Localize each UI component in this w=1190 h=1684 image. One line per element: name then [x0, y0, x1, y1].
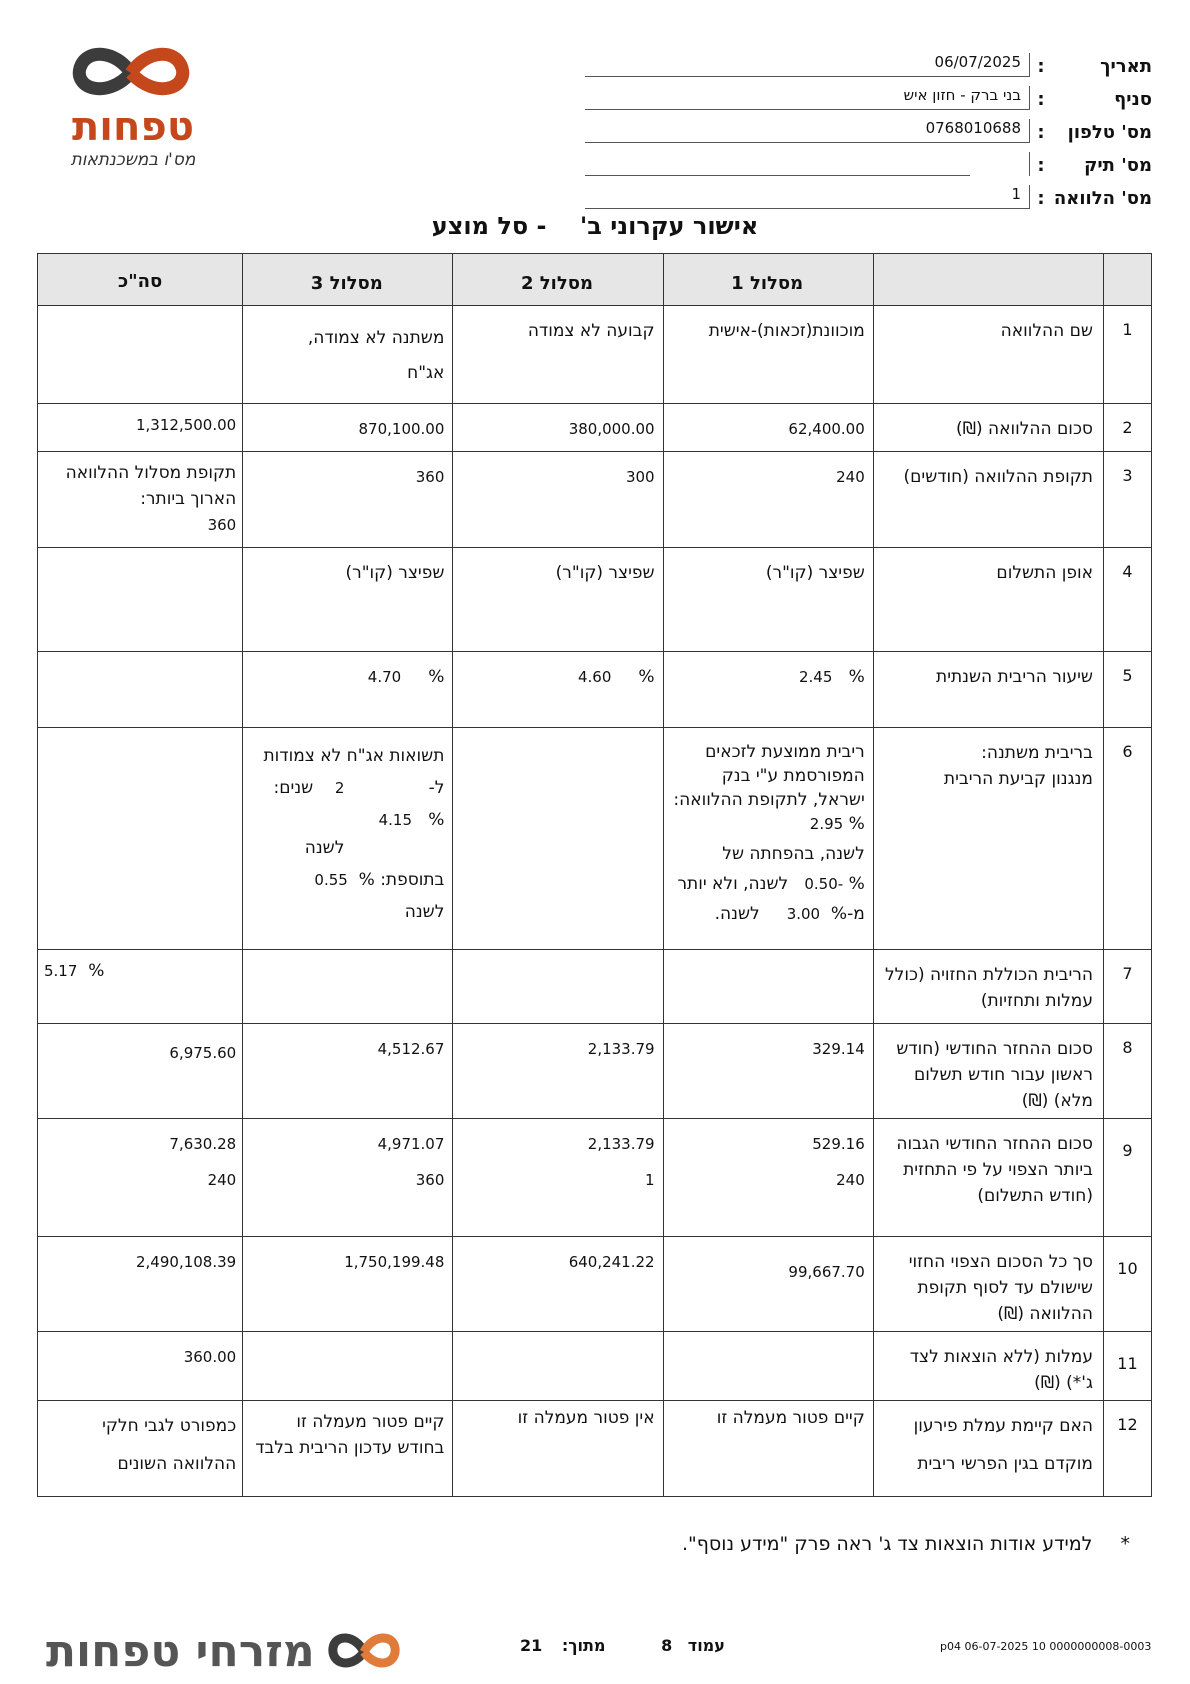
meta-phone-row	[552, 110, 1152, 143]
addition-value: 0.55	[314, 871, 348, 889]
row-label: עמלות (ללא הוצאות לצד ג'*) (₪)	[873, 1332, 1103, 1401]
track-1-period: 240	[836, 468, 865, 486]
track-3-total-repayment: 1,750,199.48	[344, 1253, 445, 1271]
track-3-mechanism	[243, 728, 453, 950]
row-label: סכום ההחזר החודשי (חודש ראשון עבור חודש תשלום מלא) (₪)	[873, 1024, 1103, 1119]
track-1-rate	[663, 652, 873, 728]
table-row	[38, 950, 1152, 1024]
track-3-cell	[243, 306, 453, 404]
table-row	[38, 1119, 1152, 1237]
header-track-2: מסלול 2	[453, 254, 663, 306]
mechanism-text: ריבית ממוצעת לזכאים המפורסמת ע"י בנק ישראל, לתקופת ההלוואה:	[673, 742, 865, 810]
row-label: סך כל הסכום הצפוי החזוי שישולם עד לסוף תקופת ההלוואה (₪)	[873, 1237, 1103, 1332]
table-row	[38, 1332, 1152, 1401]
rate-mechanism-label: מנגנון קביעת הריבית	[943, 769, 1093, 789]
page-indicator	[480, 1636, 725, 1655]
colon: :	[1037, 56, 1045, 77]
mechanism-text: בתוספת:	[380, 870, 445, 890]
track-1-payment-type: שפיצר (קו"ר)	[663, 548, 873, 652]
track-3-name-index: אג"ח	[407, 363, 445, 383]
file-field[interactable]	[970, 152, 1030, 176]
total-amount: 1,312,500.00	[136, 416, 237, 434]
track-2-max-monthly: 2,133.79	[587, 1135, 655, 1153]
footer-brand-text: מזרחי טפחות	[46, 1626, 315, 1677]
branch-field[interactable]: בני ברק - חזון איש	[585, 86, 1030, 110]
track-3-rate	[243, 652, 453, 728]
tefahot-logo	[48, 42, 218, 182]
track-2-cell	[453, 1332, 663, 1401]
percent-sign: %	[830, 904, 848, 924]
track-3-name: משתנה לא צמודה,	[307, 328, 445, 348]
percent-sign: %	[428, 667, 445, 687]
row-number: 1	[1103, 306, 1151, 404]
footnote-star: *	[1120, 1533, 1130, 1555]
track-3-cell	[243, 950, 453, 1024]
colon: :	[1037, 89, 1045, 110]
longest-period-value: 360	[207, 516, 237, 534]
bond-rate-value: 4.15	[378, 811, 413, 829]
track-2-payment-type: שפיצר (קו"ר)	[453, 548, 663, 652]
date-field[interactable]: 06/07/2025	[585, 53, 1030, 77]
track-3-period: 360	[415, 468, 445, 486]
row-label: הריבית הכוללת החזויה (כולל עמלות ותחזיות)	[873, 950, 1103, 1024]
track-2-cell	[453, 950, 663, 1024]
header-num	[1103, 254, 1151, 306]
row-number: 12	[1103, 1401, 1151, 1497]
footnote	[682, 1533, 1130, 1555]
colon: :	[1037, 188, 1045, 209]
row-number: 10	[1103, 1237, 1151, 1332]
rate-value: 4.70	[367, 668, 402, 686]
infinity-logo-icon	[325, 1628, 403, 1676]
track-1-max-monthly: 529.16	[812, 1135, 865, 1153]
track-1-cell: מוכוונת(זכאות)-אישית	[663, 306, 873, 404]
row-number: 8	[1103, 1024, 1151, 1119]
track-2-total-repayment: 640,241.22	[568, 1253, 655, 1271]
mechanism-text: לשנה	[404, 902, 445, 922]
total-rate-cell	[38, 950, 243, 1024]
file-field-wrap	[585, 152, 1030, 176]
row-number: 11	[1103, 1332, 1151, 1401]
mechanism-text: לשנה	[304, 838, 345, 858]
table-row	[38, 728, 1152, 950]
table-row	[38, 1401, 1152, 1497]
branch-label: סניף	[1114, 89, 1152, 110]
loan-field[interactable]: 1	[585, 185, 1030, 209]
loan-tracks-table	[37, 253, 1152, 1497]
row-number: 7	[1103, 950, 1151, 1024]
track-2-max-month: 1	[645, 1171, 655, 1189]
row-label: שיעור הריבית השנתית	[873, 652, 1103, 728]
track-3-cell	[243, 1332, 453, 1401]
row-number: 3	[1103, 452, 1151, 548]
track-3-max-month: 360	[415, 1171, 445, 1189]
row-label: סכום ההלוואה (₪)	[873, 404, 1103, 452]
mechanism-text: תשואות אג"ח לא צמודות ל-	[263, 746, 445, 798]
meta-branch-row	[552, 77, 1152, 110]
track-2-monthly: 2,133.79	[587, 1040, 655, 1058]
track-1-max-month: 240	[836, 1171, 865, 1189]
bond-years-value: 2	[334, 779, 345, 797]
track-1-cell	[663, 1332, 873, 1401]
table-row	[38, 652, 1152, 728]
document-meta	[552, 44, 1152, 209]
colon: :	[1037, 155, 1045, 176]
row-number: 6	[1103, 728, 1151, 950]
track-1-mechanism	[663, 728, 873, 950]
avg-rate-value: 2.95	[809, 815, 844, 833]
logo-brand-text: טפחות	[71, 104, 194, 150]
meta-file-row	[552, 143, 1152, 176]
file-field-line	[585, 152, 970, 176]
page-total: 21	[520, 1636, 543, 1655]
percent-sign: %	[428, 810, 445, 830]
colon: :	[1037, 122, 1045, 143]
row-label	[873, 728, 1103, 950]
row-label: האם קיימת עמלת פירעון מוקדם בגין הפרשי ריבית	[873, 1401, 1103, 1497]
page-of-label: מתוך:	[561, 1636, 606, 1655]
percent-sign: %	[638, 667, 655, 687]
loan-label: מס' הלוואה	[1053, 188, 1152, 209]
track-2-amount: 380,000.00	[568, 420, 655, 438]
row-number: 9	[1103, 1119, 1151, 1237]
track-3-payment-type: שפיצר (קו"ר)	[243, 548, 453, 652]
total-cell	[38, 548, 243, 652]
meta-loan-row	[552, 176, 1152, 209]
track-3-max-monthly: 4,971.07	[377, 1135, 445, 1153]
max-rate-value: 3.00	[786, 905, 821, 923]
row-number: 2	[1103, 404, 1151, 452]
page-footer	[0, 1620, 1190, 1680]
row-label: תקופת ההלוואה (חודשים)	[873, 452, 1103, 548]
mizrahi-tefahot-logo	[46, 1626, 403, 1677]
infinity-logo-icon	[66, 42, 196, 104]
track-1-exemption: קיים פטור מעמלה זו	[663, 1401, 873, 1497]
row-label: סכום ההחזר החודשי הגבוה ביותר הצפוי על פי התחזית (חודש התשלום)	[873, 1119, 1103, 1237]
date-label: תאריך	[1100, 56, 1152, 77]
track-2-exemption: אין פטור מעמלה זו	[453, 1401, 663, 1497]
track-2-rate	[453, 652, 663, 728]
mechanism-text: לשנה, ולא יותר	[677, 874, 789, 894]
header-total: סה"כ	[38, 254, 243, 306]
total-rate-value: 5.17	[44, 962, 78, 980]
mechanism-text: לשנה, בהפחתה של	[722, 844, 865, 864]
document-code: p04 06-07-2025 10 0000000008-0003	[940, 1640, 1152, 1653]
page-label: עמוד	[687, 1636, 725, 1655]
row-number: 5	[1103, 652, 1151, 728]
total-exemption: כמפורט לגבי חלקי ההלוואה השונים	[38, 1401, 243, 1497]
total-cell	[38, 306, 243, 404]
table-header-row	[38, 254, 1152, 306]
total-fees: 360.00	[183, 1348, 237, 1366]
longest-period-label: תקופת מסלול ההלוואה הארוך ביותר:	[65, 463, 237, 509]
table-row	[38, 1024, 1152, 1119]
table-row	[38, 404, 1152, 452]
track-3-exemption: קיים פטור מעמלה זו בחודש עדכון הריבית בלבד	[243, 1401, 453, 1497]
track-1-cell	[663, 950, 873, 1024]
mechanism-text: שנים:	[273, 778, 314, 798]
discount-value: -0.50	[804, 875, 844, 893]
meta-date-row	[552, 44, 1152, 77]
row-number: 4	[1103, 548, 1151, 652]
total-period-cell	[38, 452, 243, 548]
table-row	[38, 1237, 1152, 1332]
track-3-amount: 870,100.00	[358, 420, 445, 438]
variable-rate-label: בריבית משתנה:	[981, 743, 1093, 763]
table-row	[38, 452, 1152, 548]
percent-sign: %	[88, 961, 105, 981]
total-cell	[38, 728, 243, 950]
footnote-text: למידע אודות הוצאות צד ג' ראה פרק "מידע נוסף".	[682, 1533, 1093, 1555]
page-title: אישור עקרוני ב' - סל מוצע	[431, 212, 759, 240]
header-track-3: מסלול 3	[243, 254, 453, 306]
track-2-cell: קבועה לא צמודה	[453, 306, 663, 404]
total-repayment: 2,490,108.39	[136, 1253, 237, 1271]
track-2-period: 300	[625, 468, 655, 486]
phone-field[interactable]: 0768010688	[585, 119, 1030, 143]
page-number: 8	[661, 1636, 673, 1655]
total-cell	[38, 652, 243, 728]
rate-value: 2.45	[798, 668, 833, 686]
header-track-1: מסלול 1	[663, 254, 873, 306]
percent-sign: %	[848, 874, 865, 894]
row-label: שם ההלוואה	[873, 306, 1103, 404]
table-row	[38, 548, 1152, 652]
percent-sign: %	[848, 814, 865, 834]
header-label	[873, 254, 1103, 306]
row-label: אופן התשלום	[873, 548, 1103, 652]
track-1-total-repayment: 99,667.70	[788, 1263, 865, 1281]
track-3-monthly: 4,512.67	[377, 1040, 445, 1058]
mechanism-text: לשנה.	[714, 904, 760, 924]
phone-label: מס' טלפון	[1067, 122, 1152, 143]
table-row	[38, 306, 1152, 404]
percent-sign: %	[358, 870, 375, 890]
track-1-monthly: 329.14	[812, 1040, 865, 1058]
mechanism-text: מ-	[847, 904, 865, 924]
percent-sign: %	[848, 667, 865, 687]
total-monthly: 6,975.60	[169, 1044, 237, 1062]
logo-tagline: מס'ו במשכנתאות	[70, 150, 196, 170]
track-1-amount: 62,400.00	[788, 420, 865, 438]
rate-value: 4.60	[577, 668, 612, 686]
track-2-mechanism	[453, 728, 663, 950]
total-max-monthly: 7,630.28	[169, 1135, 237, 1153]
file-label: מס' תיק	[1084, 155, 1152, 176]
total-max-month: 240	[207, 1171, 237, 1189]
